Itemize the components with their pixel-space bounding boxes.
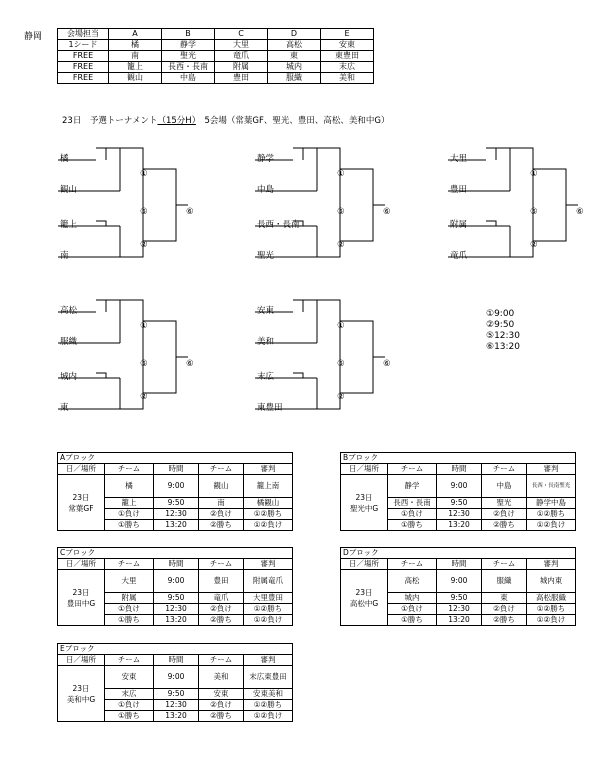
block-cell: 服織 [482, 570, 527, 593]
block-cell: 9:00 [154, 570, 199, 593]
bracket-match-number: ⑤ [530, 207, 538, 217]
block-header-cell: 日／場所 [58, 655, 105, 666]
block-header-cell: チーム [482, 559, 527, 570]
bracket-match-number: ⑤ [140, 359, 148, 369]
block-cell: 12:30 [437, 509, 482, 520]
block-cell: 附属竜爪 [244, 570, 293, 593]
block-cell: ①②勝ち [527, 509, 576, 520]
assignment-cell: 城内 [268, 62, 321, 73]
assignment-cell: 大里 [215, 40, 268, 51]
bracket-match-number: ① [140, 321, 148, 331]
venue-assignment-table [57, 28, 374, 84]
block-date-venue [58, 666, 105, 722]
block-cell: 13:20 [154, 615, 199, 626]
block-cell: 9:00 [437, 475, 482, 498]
block-cell: ①負け [105, 604, 154, 615]
headline-venues: 5会場（常葉GF、聖光、豊田、高松、美和中G） [204, 116, 390, 126]
bracket-team: 静学 [257, 154, 275, 164]
block-venue: 常葉GF [68, 503, 94, 513]
assignment-row [58, 51, 374, 62]
block-table [340, 547, 576, 626]
block-cell: 観山 [199, 475, 244, 498]
bracket-team: 聖光 [257, 251, 275, 261]
block-header-cell: 審判 [527, 559, 576, 570]
block-header-cell: 日／場所 [58, 464, 105, 475]
bracket-match-number: ① [140, 169, 148, 179]
block-header-cell: 審判 [244, 464, 293, 475]
block-header-cell: 時間 [154, 464, 199, 475]
block-header-cell: 時間 [154, 559, 199, 570]
block-header-cell: 時間 [437, 559, 482, 570]
bracket-team: 長西・長南 [257, 220, 300, 230]
assignment-cell: 籠上 [109, 62, 162, 73]
block-header-cell: 時間 [154, 655, 199, 666]
block-date-venue [341, 475, 388, 531]
bracket-team: 大里 [450, 154, 468, 164]
block-header-cell: チーム [105, 559, 154, 570]
block-day: 23日 [72, 492, 90, 502]
block-cell: 附属 [105, 593, 154, 604]
block-header-cell: チーム [388, 559, 437, 570]
block-cell: 13:20 [154, 711, 199, 722]
block-cell: ②勝ち [482, 615, 527, 626]
bracket-team: 末広 [257, 372, 275, 382]
assignment-header-row [58, 29, 374, 40]
bracket-match-number: ② [140, 240, 148, 250]
block-cell: 静学中島 [527, 498, 576, 509]
match-times [486, 309, 520, 353]
assignment-header-cell: C [215, 29, 268, 40]
bracket-match-number: ① [337, 321, 345, 331]
block-cell: 13:20 [437, 520, 482, 531]
block-header-cell: チーム [105, 464, 154, 475]
block-day: 23日 [355, 492, 373, 502]
bracket-match-number: ⑤ [337, 207, 345, 217]
block-header-cell: チーム [199, 464, 244, 475]
bracket-team: 南 [60, 251, 69, 261]
block-cell: 橘 [105, 475, 154, 498]
block-header-cell: チーム [199, 559, 244, 570]
block-cell: ①勝ち [388, 615, 437, 626]
block-cell: 長西・長南 [388, 498, 437, 509]
block-cell: ②勝ち [482, 520, 527, 531]
block-header-cell: 日／場所 [341, 464, 388, 475]
assignment-cell: 長西・長南 [162, 62, 215, 73]
block-header-cell: 日／場所 [58, 559, 105, 570]
block-cell: 13:20 [154, 520, 199, 531]
block-header-cell: 時間 [437, 464, 482, 475]
block-table [57, 547, 293, 626]
block-venue: 美和中G [66, 694, 96, 704]
match-time: ②9:50 [486, 320, 515, 330]
block-title: Eブロック [58, 644, 293, 655]
bracket-team: 観山 [60, 185, 78, 195]
block-header-cell: 審判 [527, 464, 576, 475]
block-cell: ②負け [199, 700, 244, 711]
block-cell: 9:00 [437, 570, 482, 593]
prefecture-label: 静岡 [24, 32, 43, 42]
block-cell: ①②負け [244, 520, 293, 531]
assignment-header-cell: B [162, 29, 215, 40]
block-day: 23日 [72, 587, 90, 597]
assignment-header-cell: A [109, 29, 162, 40]
block-venue: 聖光中G [349, 503, 379, 513]
block-cell: 9:50 [437, 593, 482, 604]
match-time: ①9:00 [486, 309, 515, 319]
block-cell: ②負け [482, 604, 527, 615]
block-cell: ①負け [388, 509, 437, 520]
block-title: Dブロック [341, 548, 576, 559]
assignment-cell: 静学 [162, 40, 215, 51]
block-table [57, 643, 293, 722]
block-header-cell: 審判 [244, 559, 293, 570]
block-cell: 城内 [388, 593, 437, 604]
block-title: Aブロック [58, 453, 293, 464]
block-cell: ②負け [199, 604, 244, 615]
block-cell: 籠上 [105, 498, 154, 509]
block-cell: 高松 [388, 570, 437, 593]
block-cell: 豊田 [199, 570, 244, 593]
block-cell: 9:50 [154, 593, 199, 604]
block-day: 23日 [355, 587, 373, 597]
block-table [340, 452, 576, 531]
bracket-team: 竜爪 [450, 251, 468, 261]
block-cell: 末広 [105, 689, 154, 700]
block-cell: 大里 [105, 570, 154, 593]
headline-duration: （15分H） [157, 116, 196, 126]
bracket-match-number: ② [140, 392, 148, 402]
block-title: Bブロック [341, 453, 576, 464]
block-date-venue [341, 570, 388, 626]
block-cell: 橘観山 [244, 498, 293, 509]
bracket-team: 服織 [60, 337, 78, 347]
assignment-cell: 橘 [109, 40, 162, 51]
assignment-row [58, 73, 374, 84]
headline-prefix: 23日 予選トーナメント [62, 116, 158, 126]
block-cell: ①②負け [244, 711, 293, 722]
block-header-cell: 日／場所 [341, 559, 388, 570]
bracket-team: 豊田 [450, 185, 468, 195]
block-cell: ②負け [199, 509, 244, 520]
block-cell: ①②負け [527, 615, 576, 626]
block-cell: 東 [482, 593, 527, 604]
block-cell: ②勝ち [199, 711, 244, 722]
block-cell: 竜爪 [199, 593, 244, 604]
block-date-venue [58, 570, 105, 626]
block-cell: 安東 [105, 666, 154, 689]
assignment-cell: FREE [58, 51, 109, 62]
block-cell: 13:20 [437, 615, 482, 626]
assignment-cell: 東 [268, 51, 321, 62]
bracket-team: 附属 [450, 220, 468, 230]
block-cell: ①勝ち [388, 520, 437, 531]
assignment-cell: 附属 [215, 62, 268, 73]
assignment-cell: 南 [109, 51, 162, 62]
block-cell: ②勝ち [199, 520, 244, 531]
block-cell: ①②勝ち [244, 700, 293, 711]
block-cell: 中島 [482, 475, 527, 498]
assignment-cell: 中島 [162, 73, 215, 84]
block-cell: 9:00 [154, 666, 199, 689]
bracket-team: 橘 [60, 154, 69, 164]
tournament-headline [62, 114, 389, 126]
bracket-match-number: ⑤ [140, 207, 148, 217]
assignment-cell: 1シード [58, 40, 109, 51]
block-cell: 12:30 [154, 509, 199, 520]
block-cell: ①②負け [244, 615, 293, 626]
match-time: ⑥13:20 [486, 342, 521, 352]
block-cell: ①②勝ち [244, 604, 293, 615]
block-cell: 9:50 [154, 498, 199, 509]
block-cell: 9:00 [154, 475, 199, 498]
block-cell: 高松服織 [527, 593, 576, 604]
block-cell: 美和 [199, 666, 244, 689]
block-cell: 12:30 [437, 604, 482, 615]
block-header-cell: チーム [388, 464, 437, 475]
block-cell: ①②勝ち [527, 604, 576, 615]
bracket-match-number: ⑥ [383, 207, 391, 217]
block-cell: ②勝ち [199, 615, 244, 626]
assignment-cell: 竜爪 [215, 51, 268, 62]
block-cell: 9:50 [437, 498, 482, 509]
block-cell: ①負け [105, 700, 154, 711]
bracket-match-number: ⑥ [576, 207, 584, 217]
assignment-header-cell: 会場担当 [58, 29, 109, 40]
match-time: ⑤12:30 [486, 331, 521, 341]
block-cell: 12:30 [154, 604, 199, 615]
block-date-venue [58, 475, 105, 531]
assignment-cell: 服織 [268, 73, 321, 84]
bracket-match-number: ① [337, 169, 345, 179]
bracket-team: 東豊田 [257, 403, 283, 413]
assignment-header-cell: D [268, 29, 321, 40]
bracket-team: 中島 [257, 185, 275, 195]
block-cell: 大里豊田 [244, 593, 293, 604]
assignment-cell: 安東 [321, 40, 374, 51]
bracket-team: 城内 [60, 372, 78, 382]
block-cell: ①負け [105, 509, 154, 520]
assignment-cell: 観山 [109, 73, 162, 84]
block-header-cell: チーム [199, 655, 244, 666]
assignment-cell: FREE [58, 62, 109, 73]
block-cell: 聖光 [482, 498, 527, 509]
block-cell: 静学 [388, 475, 437, 498]
assignment-cell: 美和 [321, 73, 374, 84]
block-header-cell: 審判 [244, 655, 293, 666]
block-cell: 9:50 [154, 689, 199, 700]
bracket-match-number: ② [530, 240, 538, 250]
assignment-cell: 聖光 [162, 51, 215, 62]
assignment-row [58, 62, 374, 73]
block-title: Cブロック [58, 548, 293, 559]
block-cell: ①勝ち [105, 615, 154, 626]
bracket-team: 高松 [60, 306, 78, 316]
block-cell: ①負け [388, 604, 437, 615]
block-header-cell: チーム [482, 464, 527, 475]
block-cell: ①②勝ち [244, 509, 293, 520]
block-cell: 12:30 [154, 700, 199, 711]
assignment-cell: 東豊田 [321, 51, 374, 62]
block-cell: ①②負け [527, 520, 576, 531]
block-day: 23日 [72, 683, 90, 693]
block-venue: 豊田中G [66, 598, 96, 608]
bracket-match-number: ⑥ [186, 207, 194, 217]
block-cell: ①勝ち [105, 711, 154, 722]
block-cell: 城内東 [527, 570, 576, 593]
bracket-team: 東 [60, 403, 69, 413]
bracket-match-number: ⑥ [383, 359, 391, 369]
block-cell: 籠上南 [244, 475, 293, 498]
block-cell: 安東 [199, 689, 244, 700]
block-cell: 南 [199, 498, 244, 509]
bracket-match-number: ② [337, 240, 345, 250]
assignment-cell: 高松 [268, 40, 321, 51]
bracket-match-number: ⑤ [337, 359, 345, 369]
block-header-cell: チーム [105, 655, 154, 666]
block-venue: 高松中G [349, 598, 379, 608]
assignment-cell: 末広 [321, 62, 374, 73]
bracket-team: 美和 [257, 337, 275, 347]
block-table [57, 452, 293, 531]
block-cell: ②負け [482, 509, 527, 520]
assignment-row [58, 40, 374, 51]
assignment-cell: 豊田 [215, 73, 268, 84]
assignment-cell: FREE [58, 73, 109, 84]
block-cell: 長西・長南聖光 [527, 475, 576, 498]
bracket-match-number: ② [337, 392, 345, 402]
bracket-team: 安東 [257, 306, 275, 316]
bracket-match-number: ① [530, 169, 538, 179]
bracket-team: 籠上 [60, 220, 78, 230]
block-cell: 末広東豊田 [244, 666, 293, 689]
block-cell: ①勝ち [105, 520, 154, 531]
block-cell: 安東美和 [244, 689, 293, 700]
bracket-match-number: ⑥ [186, 359, 194, 369]
assignment-header-cell: E [321, 29, 374, 40]
